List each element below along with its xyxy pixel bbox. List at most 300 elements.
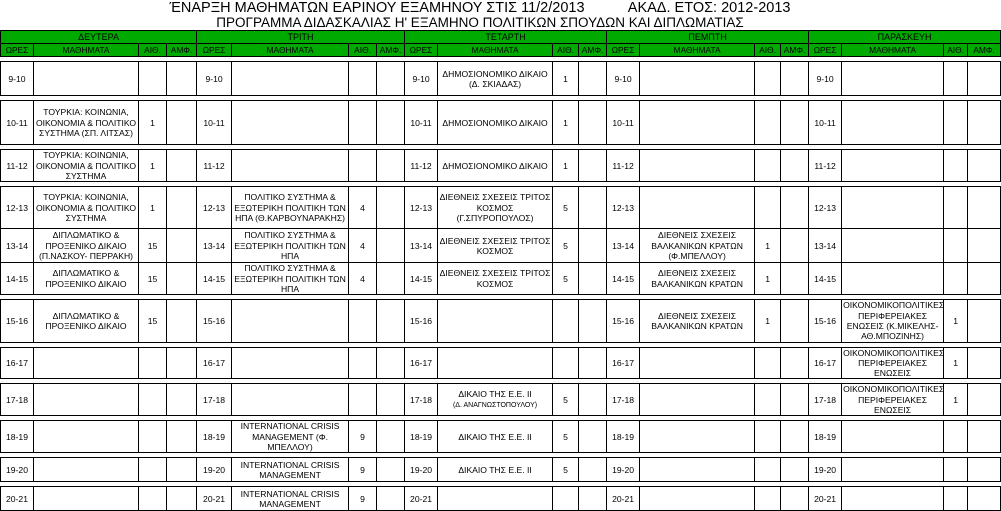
hour-cell: 19-20 <box>197 458 232 482</box>
amph-cell <box>781 150 809 182</box>
document-header <box>0 1 960 30</box>
hour-cell: 13-14 <box>1 229 34 263</box>
hour-cell: 11-12 <box>197 150 232 182</box>
room-cell <box>139 458 167 482</box>
hour-cell: 17-18 <box>607 384 640 416</box>
amph-cell <box>579 263 607 295</box>
hour-cell: 12-13 <box>607 187 640 229</box>
course-cell <box>438 229 553 263</box>
room-cell: 1 <box>755 300 781 342</box>
hour-cell: 10-11 <box>1 101 34 145</box>
room-cell: 9 <box>349 421 377 453</box>
room-cell: 1 <box>944 384 968 416</box>
hour-cell: 20-21 <box>1 487 34 511</box>
course-cell <box>438 347 553 379</box>
amph-cell <box>167 300 197 342</box>
amph-cell <box>167 101 197 145</box>
course-name: ΔΙΕΘΝΕΙΣ ΣΧΕΣΕΙΣ ΒΑΛΚΑΝΙΚΩΝ ΚΡΑΤΩΝ (Φ.ΜΠΕΛΛΟΥ) <box>651 230 743 261</box>
amph-cell <box>167 421 197 453</box>
room-cell <box>944 487 968 511</box>
room-cell: 5 <box>553 458 579 482</box>
course-cell <box>640 347 755 379</box>
col-label-room: ΑΙΘ. <box>755 44 781 57</box>
hour-cell: 10-11 <box>607 101 640 145</box>
course-cell <box>842 458 944 482</box>
amph-cell <box>167 187 197 229</box>
course-name: ΤΟΥΡΚΙΑ: ΚΟΙΝΩΝΙΑ, ΟΙΚΟΝΟΜΙΑ & ΠΟΛΙΤΙΚΟ ΣΥΣΤΗΜΑ (ΣΠ. ΛΙΤΣΑΣ) <box>35 107 137 139</box>
course-name: ΟΙΚΟΝΟΜΙΚΟΠΟΛΙΤΙΚΕΣ ΠΕΡΙΦΕΡΕΙΑΚΕΣ ΕΝΩΣΕΙΣ (Κ.ΜΙΚΕΛΗΣ-ΑΘ.ΜΠΟΖΙΝΗΣ) <box>843 300 945 342</box>
amph-cell <box>167 487 197 511</box>
room-cell: 1 <box>553 62 579 96</box>
amph-cell <box>781 421 809 453</box>
room-cell <box>755 421 781 453</box>
hour-cell: 9-10 <box>405 62 438 96</box>
course-cell <box>232 458 349 482</box>
hour-cell: 14-15 <box>607 263 640 295</box>
amph-cell <box>579 384 607 416</box>
course-teacher: (Δ. ΑΝΑΓΝΩΣΤΟΠΟΥΛΟΥ) <box>452 402 538 410</box>
day-monday: ΔΕΥΤΕΡΑ <box>1 31 197 44</box>
schedule-row <box>1 229 1001 263</box>
amph-cell <box>968 458 1001 482</box>
course-cell <box>842 487 944 511</box>
hour-cell: 13-14 <box>809 229 842 263</box>
room-cell: 1 <box>755 263 781 295</box>
amph-cell <box>579 300 607 342</box>
course-cell <box>34 458 139 482</box>
amph-cell <box>579 347 607 379</box>
hour-cell: 14-15 <box>405 263 438 295</box>
course-cell <box>438 458 553 482</box>
room-cell <box>349 150 377 182</box>
course-cell <box>232 487 349 511</box>
hour-cell: 17-18 <box>1 384 34 416</box>
hour-cell: 9-10 <box>197 62 232 96</box>
col-label-hours: ΩΡΕΣ <box>607 44 640 57</box>
room-cell <box>349 101 377 145</box>
course-cell <box>232 62 349 96</box>
course-cell <box>842 101 944 145</box>
amph-cell <box>781 300 809 342</box>
room-cell <box>755 347 781 379</box>
course-name: ΔΗΜΟΣΙΟΝΟΜΙΚΟ ΔΙΚΑΙΟ <box>442 160 548 171</box>
room-cell <box>349 384 377 416</box>
amph-cell <box>167 384 197 416</box>
room-cell: 1 <box>139 101 167 145</box>
col-label-amph: ΑΜΦ. <box>968 44 1001 57</box>
course-name: ΔΙΕΘΝΕΙΣ ΣΧΕΣΕΙΣ ΤΡΙΤΟΣ ΚΟΣΜΟΣ <box>439 268 551 289</box>
course-cell <box>640 263 755 295</box>
amph-cell <box>781 229 809 263</box>
room-cell: 15 <box>139 300 167 342</box>
amph-cell <box>377 347 405 379</box>
room-cell <box>139 62 167 96</box>
course-cell <box>438 187 553 229</box>
hour-cell: 15-16 <box>1 300 34 342</box>
hour-cell: 20-21 <box>809 487 842 511</box>
days-header-row <box>1 31 1001 44</box>
course-cell <box>842 300 944 342</box>
room-cell <box>755 458 781 482</box>
amph-cell <box>377 101 405 145</box>
course-cell <box>232 101 349 145</box>
col-label-hours: ΩΡΕΣ <box>809 44 842 57</box>
hour-cell: 15-16 <box>607 300 640 342</box>
hour-cell: 18-19 <box>607 421 640 453</box>
hour-cell: 11-12 <box>1 150 34 182</box>
course-cell <box>34 263 139 295</box>
course-cell <box>438 150 553 182</box>
course-cell <box>232 300 349 342</box>
course-cell <box>34 62 139 96</box>
room-cell <box>349 300 377 342</box>
room-cell: 1 <box>139 150 167 182</box>
course-name: INTERNATIONAL CRISIS MANAGEMENT <box>240 459 340 480</box>
room-cell: 4 <box>349 263 377 295</box>
amph-cell <box>167 458 197 482</box>
course-name: ΟΙΚΟΝΟΜΙΚΟΠΟΛΙΤΙΚΕΣ ΠΕΡΙΦΕΡΕΙΑΚΕΣ ΕΝΩΣΕΙΣ <box>843 347 945 379</box>
course-cell <box>34 487 139 511</box>
course-name: ΔΙΕΘΝΕΙΣ ΣΧΕΣΕΙΣ ΤΡΙΤΟΣ ΚΟΣΜΟΣ <box>439 235 551 256</box>
room-cell: 1 <box>139 187 167 229</box>
hour-cell: 9-10 <box>809 62 842 96</box>
course-cell <box>438 384 553 416</box>
hour-cell: 10-11 <box>405 101 438 145</box>
amph-cell <box>377 421 405 453</box>
amph-cell <box>377 187 405 229</box>
room-cell <box>755 187 781 229</box>
course-cell <box>842 421 944 453</box>
amph-cell <box>968 229 1001 263</box>
col-label-room: ΑΙΘ. <box>553 44 579 57</box>
room-cell: 15 <box>139 229 167 263</box>
amph-cell <box>968 62 1001 96</box>
course-name: ΔΙΠΛΩΜΑΤΙΚΟ & ΠΡΟΞΕΝΙΚΟ ΔΙΚΑΙΟ <box>45 268 127 289</box>
course-cell <box>842 187 944 229</box>
room-cell <box>553 347 579 379</box>
amph-cell <box>968 347 1001 379</box>
amph-cell <box>781 347 809 379</box>
amph-cell <box>377 487 405 511</box>
amph-cell <box>377 458 405 482</box>
course-cell <box>640 62 755 96</box>
amph-cell <box>377 384 405 416</box>
amph-cell <box>167 150 197 182</box>
course-cell <box>438 300 553 342</box>
hour-cell: 16-17 <box>809 347 842 379</box>
room-cell <box>944 187 968 229</box>
room-cell <box>755 384 781 416</box>
room-cell <box>755 62 781 96</box>
course-cell <box>34 300 139 342</box>
amph-cell <box>781 458 809 482</box>
col-label-amph: ΑΜΦ. <box>377 44 405 57</box>
hour-cell: 20-21 <box>607 487 640 511</box>
room-cell <box>553 300 579 342</box>
academic-year: ΑΚΑΔ. ΕΤΟΣ: 2012-2013 <box>627 0 791 16</box>
hour-cell: 16-17 <box>197 347 232 379</box>
room-cell: 1 <box>944 300 968 342</box>
hour-cell: 18-19 <box>405 421 438 453</box>
col-label-courses: ΜΑΘΗΜΑΤΑ <box>34 44 139 57</box>
hour-cell: 16-17 <box>1 347 34 379</box>
course-name: ΔΙΕΘΝΕΙΣ ΣΧΕΣΕΙΣ ΒΑΛΚΑΝΙΚΩΝ ΚΡΑΤΩΝ <box>651 310 743 331</box>
room-cell <box>944 421 968 453</box>
day-friday: ΠΑΡΑΣΚΕΥΗ <box>809 31 1001 44</box>
course-cell <box>842 263 944 295</box>
schedule-row <box>1 421 1001 453</box>
hour-cell: 13-14 <box>405 229 438 263</box>
schedule-row <box>1 384 1001 416</box>
room-cell <box>944 458 968 482</box>
room-cell <box>944 62 968 96</box>
room-cell: 5 <box>553 187 579 229</box>
col-label-room: ΑΙΘ. <box>944 44 968 57</box>
col-label-courses: ΜΑΘΗΜΑΤΑ <box>640 44 755 57</box>
course-cell <box>640 101 755 145</box>
room-cell: 5 <box>553 263 579 295</box>
hour-cell: 15-16 <box>405 300 438 342</box>
day-thursday: ΠΕΜΠΤΗ <box>607 31 809 44</box>
hour-cell: 20-21 <box>197 487 232 511</box>
col-label-hours: ΩΡΕΣ <box>197 44 232 57</box>
course-name: ΤΟΥΡΚΙΑ: ΚΟΙΝΩΝΙΑ, ΟΙΚΟΝΟΜΙΑ & ΠΟΛΙΤΙΚΟ ΣΥΣΤΗΜΑ <box>35 150 137 182</box>
amph-cell <box>579 62 607 96</box>
course-cell <box>232 263 349 295</box>
day-tuesday: ΤΡΙΤΗ <box>197 31 405 44</box>
course-cell <box>438 421 553 453</box>
hour-cell: 19-20 <box>607 458 640 482</box>
room-cell: 1 <box>755 229 781 263</box>
amph-cell <box>968 421 1001 453</box>
schedule-row <box>1 62 1001 96</box>
amph-cell <box>167 229 197 263</box>
amph-cell <box>167 263 197 295</box>
room-cell <box>553 487 579 511</box>
hour-cell: 9-10 <box>607 62 640 96</box>
room-cell <box>755 487 781 511</box>
room-cell: 5 <box>553 384 579 416</box>
hour-cell: 18-19 <box>1 421 34 453</box>
course-name: ΔΙΚΑΙΟ ΤΗΣ Ε.Ε. ΙΙ <box>458 431 532 442</box>
hour-cell: 10-11 <box>197 101 232 145</box>
schedule-row <box>1 458 1001 482</box>
hour-cell: 13-14 <box>197 229 232 263</box>
amph-cell <box>579 150 607 182</box>
amph-cell <box>968 487 1001 511</box>
hour-cell: 19-20 <box>405 458 438 482</box>
day-wednesday: ΤΕΤΑΡΤΗ <box>405 31 607 44</box>
hour-cell: 15-16 <box>809 300 842 342</box>
hour-cell: 20-21 <box>405 487 438 511</box>
course-name: ΠΟΛΙΤΙΚΟ ΣΥΣΤΗΜΑ & ΕΞΩΤΕΡΙΚΗ ΠΟΛΙΤΙΚΗ ΤΩΝ ΗΠΑ <box>234 230 346 261</box>
hour-cell: 15-16 <box>197 300 232 342</box>
hour-cell: 17-18 <box>405 384 438 416</box>
course-cell <box>640 300 755 342</box>
course-cell <box>640 458 755 482</box>
schedule-table <box>0 30 1001 511</box>
amph-cell <box>968 263 1001 295</box>
course-cell <box>232 384 349 416</box>
col-label-hours: ΩΡΕΣ <box>1 44 34 57</box>
amph-cell <box>579 101 607 145</box>
course-cell <box>34 421 139 453</box>
room-cell: 15 <box>139 263 167 295</box>
room-cell <box>944 229 968 263</box>
amph-cell <box>968 300 1001 342</box>
course-name: ΤΟΥΡΚΙΑ: ΚΟΙΝΩΝΙΑ, ΟΙΚΟΝΟΜΙΑ & ΠΟΛΙΤΙΚΟ ΣΥΣΤΗΜΑ <box>35 192 137 223</box>
course-name: ΠΟΛΙΤΙΚΟ ΣΥΣΤΗΜΑ & ΕΞΩΤΕΡΙΚΗ ΠΟΛΙΤΙΚΗ ΤΩΝ ΗΠΑ <box>234 263 346 294</box>
room-cell: 5 <box>553 421 579 453</box>
col-label-hours: ΩΡΕΣ <box>405 44 438 57</box>
amph-cell <box>968 187 1001 229</box>
course-cell <box>640 487 755 511</box>
course-name: INTERNATIONAL CRISIS MANAGEMENT (Φ. ΜΠΕΛΛΟΥ) <box>240 421 340 453</box>
course-name: ΔΗΜΟΣΙΟΝΟΜΙΚΟ ΔΙΚΑΙΟ (Δ. ΣΚΙΑΔΑΣ) <box>442 68 548 89</box>
room-cell <box>139 347 167 379</box>
course-cell <box>438 101 553 145</box>
hour-cell: 13-14 <box>607 229 640 263</box>
hour-cell: 11-12 <box>405 150 438 182</box>
schedule-row <box>1 487 1001 511</box>
room-cell <box>349 62 377 96</box>
start-date-title: ΈΝΑΡΞΗ ΜΑΘΗΜΑΤΩΝ ΕΑΡΙΝΟΥ ΕΞΑΜΗΝΟΥ ΣΤΙΣ 11/2/2013 <box>169 0 585 16</box>
room-cell <box>139 487 167 511</box>
hour-cell: 12-13 <box>1 187 34 229</box>
course-cell <box>842 150 944 182</box>
amph-cell <box>781 263 809 295</box>
course-name: ΔΙΠΛΩΜΑΤΙΚΟ & ΠΡΟΞΕΝΙΚΟ ΔΙΚΑΙΟ <box>45 310 127 331</box>
schedule-row <box>1 187 1001 229</box>
amph-cell <box>968 384 1001 416</box>
course-cell <box>842 384 944 416</box>
course-name: ΔΙΕΘΝΕΙΣ ΣΧΕΣΕΙΣ ΤΡΙΤΟΣ ΚΟΣΜΟΣ (Γ.ΣΠΥΡΟΠΟΥΛΟΣ) <box>439 192 551 223</box>
course-name: ΔΙΚΑΙΟ ΤΗΣ Ε.Ε. ΙΙ <box>458 389 532 400</box>
course-cell <box>842 62 944 96</box>
hour-cell: 14-15 <box>197 263 232 295</box>
hour-cell: 16-17 <box>607 347 640 379</box>
amph-cell <box>579 458 607 482</box>
amph-cell <box>968 150 1001 182</box>
amph-cell <box>377 300 405 342</box>
course-cell <box>232 187 349 229</box>
room-cell: 4 <box>349 187 377 229</box>
course-cell <box>640 187 755 229</box>
amph-cell <box>579 187 607 229</box>
amph-cell <box>579 421 607 453</box>
course-cell <box>438 487 553 511</box>
course-cell <box>34 384 139 416</box>
course-cell <box>640 150 755 182</box>
hour-cell: 11-12 <box>809 150 842 182</box>
header-line-2: ΠΡΟΓΡΑΜΜΑ ΔΙΔΑΣΚΑΛΙΑΣ Η' ΕΞΑΜΗΝΟ ΠΟΛΙΤΙΚΩΝ ΣΠΟΥΔΩΝ ΚΑΙ ΔΙΠΛΩΜΑΤΙΑΣ <box>216 15 744 31</box>
course-cell <box>640 384 755 416</box>
room-cell: 1 <box>553 101 579 145</box>
column-labels-row <box>1 44 1001 57</box>
room-cell <box>139 384 167 416</box>
hour-cell: 17-18 <box>197 384 232 416</box>
amph-cell <box>781 187 809 229</box>
course-cell <box>232 421 349 453</box>
room-cell: 4 <box>349 229 377 263</box>
amph-cell <box>781 384 809 416</box>
col-label-room: ΑΙΘ. <box>139 44 167 57</box>
course-cell <box>34 101 139 145</box>
schedule-row <box>1 347 1001 379</box>
course-cell <box>232 229 349 263</box>
course-cell <box>34 229 139 263</box>
room-cell: 1 <box>944 347 968 379</box>
room-cell <box>755 150 781 182</box>
hour-cell: 14-15 <box>1 263 34 295</box>
col-label-room: ΑΙΘ. <box>349 44 377 57</box>
amph-cell <box>167 62 197 96</box>
amph-cell <box>377 263 405 295</box>
room-cell <box>944 150 968 182</box>
course-name: ΔΗΜΟΣΙΟΝΟΜΙΚΟ ΔΙΚΑΙΟ <box>442 117 548 128</box>
amph-cell <box>968 101 1001 145</box>
amph-cell <box>781 62 809 96</box>
amph-cell <box>167 347 197 379</box>
amph-cell <box>781 487 809 511</box>
room-cell <box>944 101 968 145</box>
hour-cell: 9-10 <box>1 62 34 96</box>
hour-cell: 10-11 <box>809 101 842 145</box>
amph-cell <box>377 229 405 263</box>
schedule-row <box>1 150 1001 182</box>
course-cell <box>438 263 553 295</box>
hour-cell: 12-13 <box>405 187 438 229</box>
course-name: ΔΙΕΘΝΕΙΣ ΣΧΕΣΕΙΣ ΒΑΛΚΑΝΙΚΩΝ ΚΡΑΤΩΝ <box>651 268 743 289</box>
amph-cell <box>377 62 405 96</box>
course-cell <box>438 62 553 96</box>
col-label-courses: ΜΑΘΗΜΑΤΑ <box>232 44 349 57</box>
hour-cell: 12-13 <box>809 187 842 229</box>
hour-cell: 18-19 <box>197 421 232 453</box>
course-name: ΔΙΠΛΩΜΑΤΙΚΟ & ΠΡΟΞΕΝΙΚΟ ΔΙΚΑΙΟ (Π.ΝΑΣΚΟΥ- ΠΕΡΡΑΚΗ) <box>38 230 134 261</box>
schedule-row <box>1 263 1001 295</box>
course-name: ΔΙΚΑΙΟ ΤΗΣ Ε.Ε. ΙΙ <box>458 464 532 475</box>
course-name: INTERNATIONAL CRISIS MANAGEMENT <box>240 488 340 509</box>
room-cell: 5 <box>553 229 579 263</box>
hour-cell: 11-12 <box>607 150 640 182</box>
course-cell <box>640 229 755 263</box>
room-cell: 9 <box>349 487 377 511</box>
col-label-amph: ΑΜΦ. <box>167 44 197 57</box>
col-label-courses: ΜΑΘΗΜΑΤΑ <box>438 44 553 57</box>
course-cell <box>34 347 139 379</box>
room-cell <box>349 347 377 379</box>
room-cell <box>139 421 167 453</box>
header-line-1 <box>0 1 960 16</box>
room-cell: 1 <box>553 150 579 182</box>
course-cell <box>34 187 139 229</box>
amph-cell <box>377 150 405 182</box>
col-label-courses: ΜΑΘΗΜΑΤΑ <box>842 44 944 57</box>
course-cell <box>842 347 944 379</box>
course-cell <box>232 347 349 379</box>
hour-cell: 19-20 <box>809 458 842 482</box>
hour-cell: 19-20 <box>1 458 34 482</box>
col-label-amph: ΑΜΦ. <box>579 44 607 57</box>
hour-cell: 18-19 <box>809 421 842 453</box>
amph-cell <box>579 487 607 511</box>
hour-cell: 14-15 <box>809 263 842 295</box>
amph-cell <box>781 101 809 145</box>
col-label-amph: ΑΜΦ. <box>781 44 809 57</box>
course-name: ΟΙΚΟΝΟΜΙΚΟΠΟΛΙΤΙΚΕΣ ΠΕΡΙΦΕΡΕΙΑΚΕΣ ΕΝΩΣΕΙΣ <box>843 384 945 416</box>
schedule-row <box>1 101 1001 145</box>
